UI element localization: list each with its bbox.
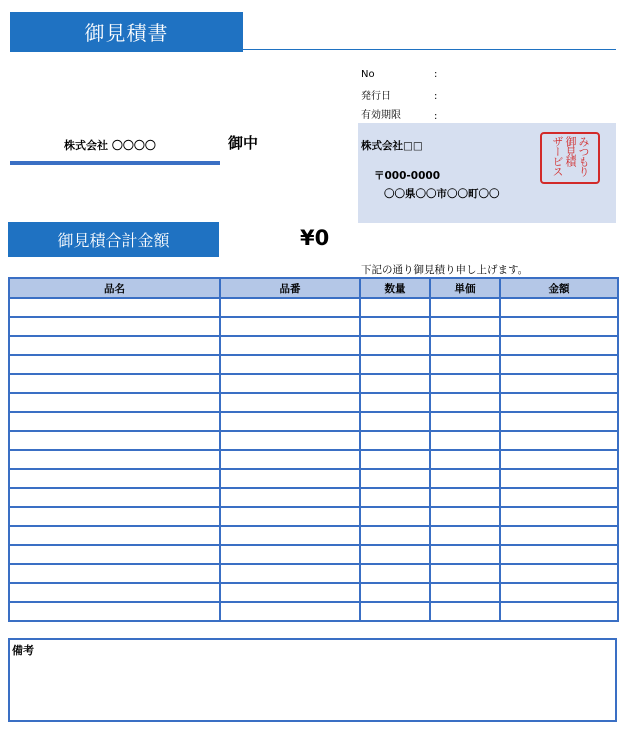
table-cell[interactable] [360, 374, 430, 393]
table-row [9, 336, 618, 355]
table-row [9, 545, 618, 564]
table-cell[interactable] [430, 450, 500, 469]
table-cell[interactable] [220, 450, 360, 469]
document-title: 御見積書 [10, 12, 243, 50]
table-row [9, 393, 618, 412]
table-cell[interactable] [360, 507, 430, 526]
seal-text: 御見積 [564, 136, 577, 166]
table-cell[interactable] [500, 564, 618, 583]
table-row [9, 412, 618, 431]
table-row [9, 355, 618, 374]
intro-text: 下記の通り御見積り申し上げます。 [361, 264, 529, 276]
table-cell[interactable] [220, 298, 360, 317]
column-header-quantity: 数量 [360, 278, 430, 298]
table-cell[interactable] [9, 583, 220, 602]
seal-text: ザービス [551, 136, 564, 176]
table-cell[interactable] [9, 602, 220, 621]
table-cell[interactable] [220, 507, 360, 526]
table-cell[interactable] [360, 526, 430, 545]
table-cell[interactable] [360, 564, 430, 583]
table-cell[interactable] [360, 431, 430, 450]
title-underline-accent [10, 49, 243, 52]
company-seal [540, 132, 600, 184]
table-cell[interactable] [430, 469, 500, 488]
column-header-item-number: 品番 [220, 278, 360, 298]
meta-label-no: No [361, 69, 375, 80]
column-header-amount: 金額 [500, 278, 618, 298]
table-cell[interactable] [500, 469, 618, 488]
table-cell[interactable] [9, 564, 220, 583]
table-cell[interactable] [360, 336, 430, 355]
table-row [9, 469, 618, 488]
table-cell[interactable] [500, 450, 618, 469]
table-row [9, 374, 618, 393]
table-cell[interactable] [9, 507, 220, 526]
table-cell[interactable] [430, 431, 500, 450]
table-cell[interactable] [360, 317, 430, 336]
table-cell[interactable] [430, 412, 500, 431]
table-cell[interactable] [500, 526, 618, 545]
table-cell[interactable] [220, 545, 360, 564]
table-cell[interactable] [360, 488, 430, 507]
table-cell[interactable] [430, 564, 500, 583]
total-label: 御見積合計金額 [8, 222, 219, 257]
table-cell[interactable] [500, 488, 618, 507]
table-cell[interactable] [360, 412, 430, 431]
seal-text: みつもり [577, 136, 590, 176]
table-cell[interactable] [500, 317, 618, 336]
table-cell[interactable] [500, 602, 618, 621]
table-cell[interactable] [220, 355, 360, 374]
table-cell[interactable] [500, 583, 618, 602]
table-cell[interactable] [430, 545, 500, 564]
table-cell[interactable] [9, 488, 220, 507]
table-cell[interactable] [9, 526, 220, 545]
sender-address: 〇〇県〇〇市〇〇町〇〇 [384, 188, 500, 200]
table-cell[interactable] [500, 336, 618, 355]
table-cell[interactable] [360, 602, 430, 621]
table-cell[interactable] [220, 602, 360, 621]
table-cell[interactable] [220, 431, 360, 450]
table-cell[interactable] [360, 469, 430, 488]
table-cell[interactable] [430, 602, 500, 621]
table-cell[interactable] [430, 336, 500, 355]
table-cell[interactable] [430, 355, 500, 374]
table-cell[interactable] [430, 526, 500, 545]
items-table [8, 277, 619, 622]
sender-postal-code: 〒000-0000 [374, 170, 440, 182]
recipient-honorific: 御中 [228, 134, 259, 152]
table-cell[interactable] [9, 431, 220, 450]
table-cell[interactable] [500, 298, 618, 317]
table-row [9, 488, 618, 507]
column-header-unit-price: 単価 [430, 278, 500, 298]
table-cell[interactable] [220, 374, 360, 393]
table-cell[interactable] [220, 317, 360, 336]
table-body [9, 298, 618, 621]
table-cell[interactable] [500, 431, 618, 450]
table-row [9, 583, 618, 602]
table-cell[interactable] [360, 355, 430, 374]
meta-label-issue-date: 発行日 [361, 91, 391, 102]
table-cell[interactable] [220, 583, 360, 602]
meta-colon-valid-until: : [434, 111, 438, 122]
meta-label-valid-until: 有効期限 [361, 110, 401, 121]
table-cell[interactable] [9, 298, 220, 317]
table-cell[interactable] [500, 412, 618, 431]
table-cell[interactable] [220, 526, 360, 545]
table-cell[interactable] [9, 317, 220, 336]
table-cell[interactable] [220, 488, 360, 507]
table-cell[interactable] [500, 374, 618, 393]
table-cell[interactable] [220, 564, 360, 583]
table-cell[interactable] [9, 412, 220, 431]
table-cell[interactable] [220, 469, 360, 488]
recipient-company: 株式会社 〇〇〇〇 [64, 139, 156, 152]
remarks-box[interactable] [8, 638, 617, 722]
table-cell[interactable] [430, 583, 500, 602]
table-cell[interactable] [220, 412, 360, 431]
table-cell[interactable] [9, 545, 220, 564]
recipient-underline [10, 161, 220, 165]
remarks-label: 備考 [12, 644, 34, 657]
table-row [9, 431, 618, 450]
table-cell[interactable] [9, 374, 220, 393]
table-row [9, 507, 618, 526]
table-cell[interactable] [360, 583, 430, 602]
table-row [9, 298, 618, 317]
table-cell[interactable] [220, 336, 360, 355]
table-cell[interactable] [9, 393, 220, 412]
meta-colon-no: : [434, 69, 438, 80]
table-header-row [9, 278, 618, 298]
table-cell[interactable] [500, 355, 618, 374]
table-cell[interactable] [500, 545, 618, 564]
table-cell[interactable] [430, 374, 500, 393]
table-cell[interactable] [500, 393, 618, 412]
table-cell[interactable] [9, 469, 220, 488]
table-row [9, 526, 618, 545]
column-header-item-name: 品名 [9, 278, 220, 298]
table-row [9, 602, 618, 621]
total-amount: ¥0 [300, 226, 330, 250]
table-cell[interactable] [500, 507, 618, 526]
table-cell[interactable] [9, 450, 220, 469]
table-row [9, 317, 618, 336]
table-cell[interactable] [360, 450, 430, 469]
table-cell[interactable] [430, 298, 500, 317]
table-cell[interactable] [360, 393, 430, 412]
table-cell[interactable] [360, 298, 430, 317]
table-row [9, 450, 618, 469]
table-cell[interactable] [9, 336, 220, 355]
sender-company: 株式会社□□ [361, 140, 423, 152]
meta-colon-issue-date: : [434, 91, 438, 102]
table-cell[interactable] [220, 393, 360, 412]
table-cell[interactable] [9, 355, 220, 374]
table-cell[interactable] [430, 317, 500, 336]
table-cell[interactable] [430, 393, 500, 412]
table-row [9, 564, 618, 583]
table-cell[interactable] [430, 488, 500, 507]
table-cell[interactable] [360, 545, 430, 564]
table-cell[interactable] [430, 507, 500, 526]
